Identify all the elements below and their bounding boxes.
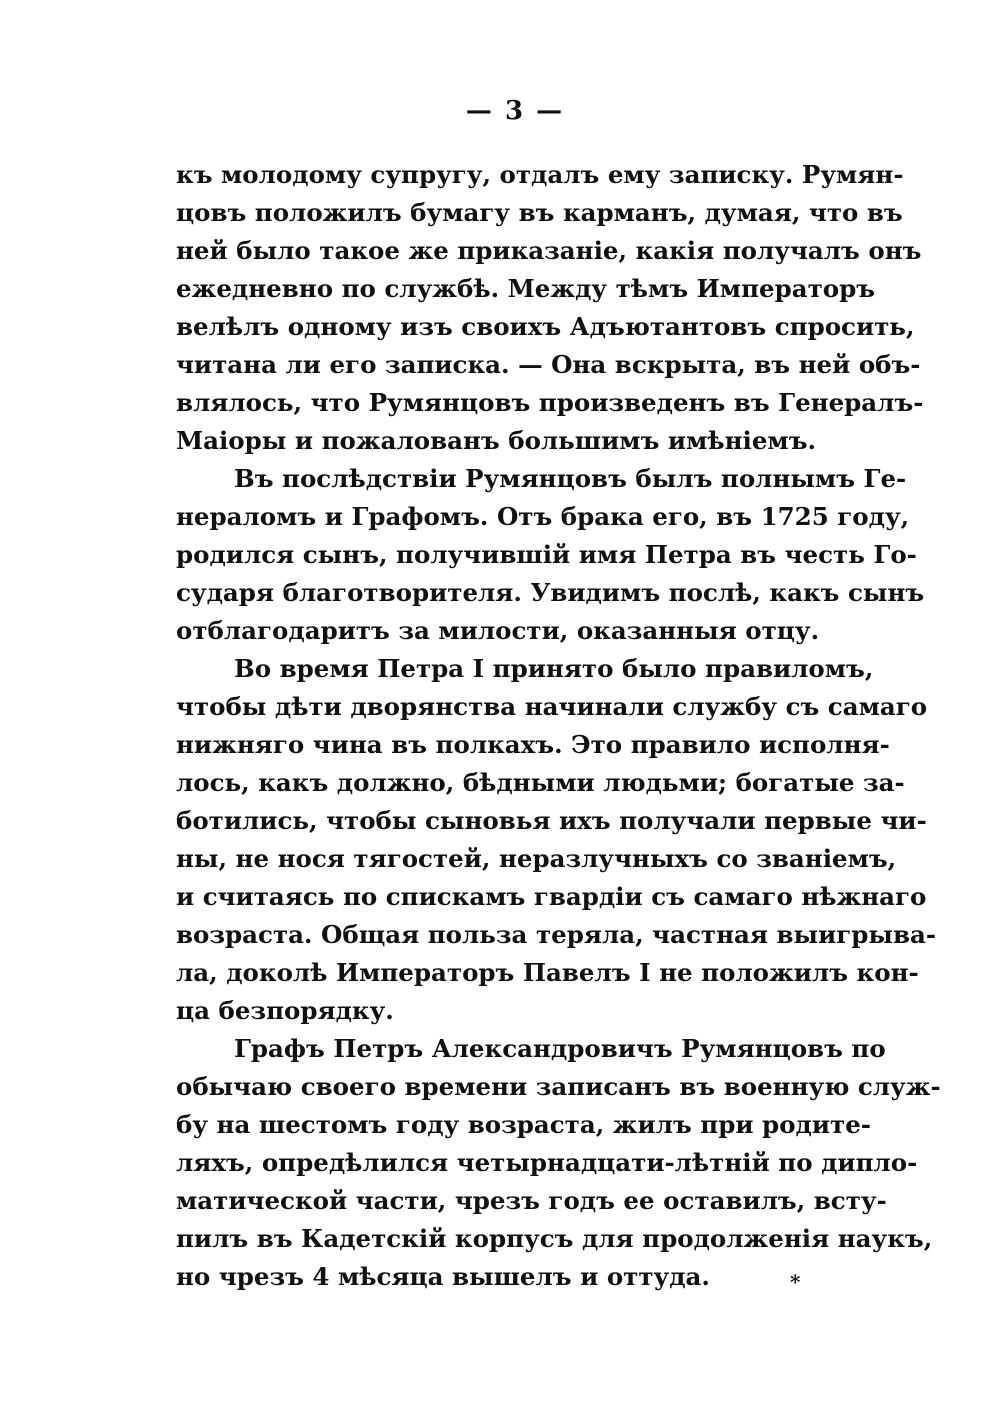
text-line: велѣлъ одному изъ своихъ Адъютантовъ спросить,: [176, 312, 915, 341]
text-line: отблагодаритъ за милости, оказанныя отцу.: [176, 616, 820, 645]
text-line: ней было такое же приказаніе, какія получалъ онъ: [176, 236, 922, 265]
text-body: [176, 156, 941, 1296]
text-line: обычаю своего времени записанъ въ военную служ-: [176, 1072, 941, 1101]
paragraph-2: [176, 460, 925, 650]
text-line: пилъ въ Кадетскій корпусъ для продолженія наукъ,: [176, 1224, 933, 1253]
text-line: Маіоры и пожалованъ большимъ имѣніемъ.: [176, 426, 817, 455]
ornament-asterisk: *: [790, 1270, 801, 1294]
paragraph-1: [176, 156, 924, 460]
text-line: Въ послѣдствіи Румянцовъ былъ полнымъ Ге-: [234, 464, 907, 493]
text-line: Графъ Петръ Александровичъ Румянцовъ по: [234, 1034, 886, 1063]
text-line: ца безпорядку.: [176, 996, 394, 1025]
paragraph-3: [176, 650, 937, 1030]
text-line: влялось, что Румянцовъ произведенъ въ Генералъ-: [176, 388, 924, 417]
page-number: — 3 —: [465, 96, 565, 126]
text-line: ляхъ, опредѣлился четырнадцати-лѣтній по дипло-: [176, 1148, 918, 1177]
text-line: бу на шестомъ году возраста, жилъ при родите-: [176, 1110, 871, 1139]
text-line: Во время Петра I принято было правиломъ,: [234, 654, 874, 683]
text-line: матической части, чрезъ годъ ее оставилъ, всту-: [176, 1186, 887, 1215]
text-line: цовъ положилъ бумагу въ карманъ, думая, что въ: [176, 198, 903, 227]
text-line: возраста. Общая польза теряла, частная выигрыва-: [176, 920, 937, 949]
text-line: и считаясь по спискамъ гвардіи съ самаго нѣжнаго: [176, 882, 927, 911]
text-line: ны, не нося тягостей, неразлучныхъ со званіемъ,: [176, 844, 897, 873]
text-line: чтобы дѣти дворянства начинали службу съ самаго: [176, 692, 928, 721]
text-line: но чрезъ 4 мѣсяца вышелъ и оттуда.: [176, 1262, 710, 1291]
paragraph-4: [176, 1030, 941, 1296]
text-line: сударя благотворителя. Увидимъ послѣ, какъ сынъ: [176, 578, 925, 607]
text-line: лось, какъ должно, бѣдными людьми; богатые за-: [176, 768, 905, 797]
text-line: ежедневно по службѣ. Между тѣмъ Императоръ: [176, 274, 876, 303]
text-line: къ молодому супругу, отдалъ ему записку. Румян-: [176, 160, 904, 189]
text-line: родился сынъ, получившій имя Петра въ честь Го-: [176, 540, 917, 569]
text-line: ла, доколѣ Императоръ Павелъ I не положилъ кон-: [176, 958, 919, 987]
text-line: нераломъ и Графомъ. Отъ брака его, въ 1725 году,: [176, 502, 910, 531]
text-line: ботились, чтобы сыновья ихъ получали первые чи-: [176, 806, 927, 835]
text-line: нижняго чина въ полкахъ. Это правило исполня-: [176, 730, 890, 759]
text-line: читана ли его записка. — Она вскрыта, въ ней объ-: [176, 350, 921, 379]
